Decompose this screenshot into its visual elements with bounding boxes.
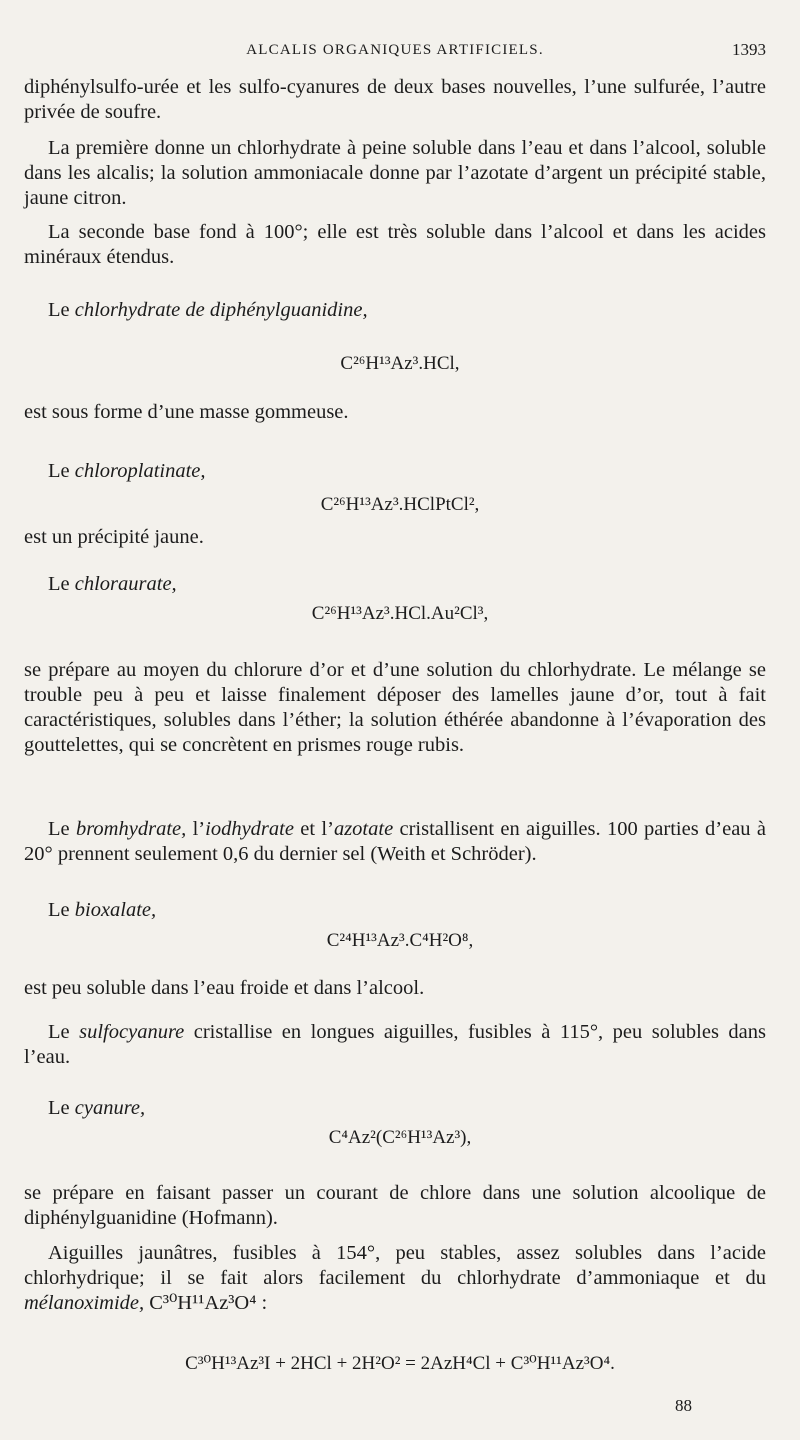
text-run: cristallise en longues aiguilles, fusibles à 115°, peu solubles dans l’eau. xyxy=(24,1021,766,1068)
formula-6: C³⁰H¹³Az³I + 2HCl + 2H²O² = 2AzH⁴Cl + C³⁰H¹¹Az³O⁴. xyxy=(185,1353,615,1374)
formula-5: C⁴Az²(C²⁶H¹³Az³), xyxy=(328,1127,472,1148)
italic-term: bromhydrate, xyxy=(75,818,187,840)
paragraph-16 xyxy=(24,1241,766,1316)
text-run: Le xyxy=(48,1097,75,1119)
formula-1: C²⁶H¹³Az³.HCl, xyxy=(340,353,460,374)
paragraph-1: diphénylsulfo-urée et les sulfo-cyanures de deux bases nouvelles, l’une sulfurée, l’autre privée de soufre. xyxy=(24,76,766,123)
paragraph-5: est sous forme d’une masse gommeuse. xyxy=(24,401,349,423)
italic-term: cyanure, xyxy=(74,1097,146,1119)
italic-term: azotate xyxy=(333,818,394,840)
paragraph-15: se prépare en faisant passer un courant de chlore dans une solution alcoolique de diphénylguanidine (Hofmann). xyxy=(24,1182,766,1229)
paragraph-2: La première donne un chlorhydrate à peine soluble dans l’eau et dans l’alcool, soluble dans les alcalis; la solution ammoniacale donne par l’azotate d’argent un précipité stable, jaune citron. xyxy=(24,137,766,209)
text-run: Le xyxy=(48,1021,80,1043)
text-run: C³⁰H¹¹Az³O⁴ : xyxy=(144,1292,268,1314)
italic-term: chlorhydrate de diphénylguanidine, xyxy=(74,299,368,321)
italic-term: iodhydrate xyxy=(205,818,294,840)
italic-term: bioxalate, xyxy=(74,899,157,921)
paragraph-11 xyxy=(24,898,766,923)
paragraph-3: La seconde base fond à 100°; elle est très soluble dans l’alcool et dans les acides minéraux étendus. xyxy=(24,221,766,268)
text-run: Le xyxy=(48,299,75,321)
running-header xyxy=(24,40,766,64)
italic-term: sulfocyanure xyxy=(79,1021,185,1043)
paragraph-9: se prépare au moyen du chlorure d’or et d’une solution du chlorhydrate. Le mélange se trouble peu à peu et laisse finalement déposer des lamelles jaune d’or, tout à fait caractéristiques, solubles dans l’éther; la solution éthérée abandonne à l’évaporation des gouttelettes, qui se concrètent en prismes rouge rubis. xyxy=(24,659,766,756)
text-run: Aiguilles jaunâtres, fusibles à 154°, peu stables, assez solubles dans l’acide chlorhydrique; il se fait alors facilement du chlorhydrate d’ammoniaque et du xyxy=(24,1242,766,1289)
italic-term: chloraurate, xyxy=(74,573,177,595)
formula-3: C²⁶H¹³Az³.HCl.Au²Cl³, xyxy=(311,603,489,624)
page-number: 1393 xyxy=(732,40,766,59)
paragraph-7: est un précipité jaune. xyxy=(24,526,204,548)
paragraph-6 xyxy=(24,459,766,484)
italic-term: mélanoximide, xyxy=(24,1292,145,1314)
text-run: Le xyxy=(48,460,75,482)
paragraph-8 xyxy=(24,572,766,597)
paragraph-13 xyxy=(24,1020,766,1070)
running-title: ALCALIS ORGANIQUES ARTIFICIELS. xyxy=(246,42,544,58)
paragraph-14 xyxy=(24,1096,766,1121)
italic-term: chloroplatinate, xyxy=(74,460,206,482)
text-run: cristallisent en aiguilles. 100 parties d’eau à 20° prennent seulement 0,6 du dernier sel (Weith et Schröder). xyxy=(24,818,766,865)
formula-2: C²⁶H¹³Az³.HClPtCl², xyxy=(320,494,480,515)
text-run: l’ xyxy=(186,818,206,840)
text-run: Le xyxy=(48,818,76,840)
paragraph-10 xyxy=(24,817,766,867)
signature-mark: 88 xyxy=(675,1396,692,1415)
text-run: Le xyxy=(48,899,75,921)
text-run: et l’ xyxy=(293,818,334,840)
formula-4: C²⁴H¹³Az³.C⁴H²O⁸, xyxy=(326,930,474,951)
paragraph-4 xyxy=(24,298,766,323)
text-run: Le xyxy=(48,573,75,595)
paragraph-12: est peu soluble dans l’eau froide et dans l’alcool. xyxy=(24,977,425,999)
